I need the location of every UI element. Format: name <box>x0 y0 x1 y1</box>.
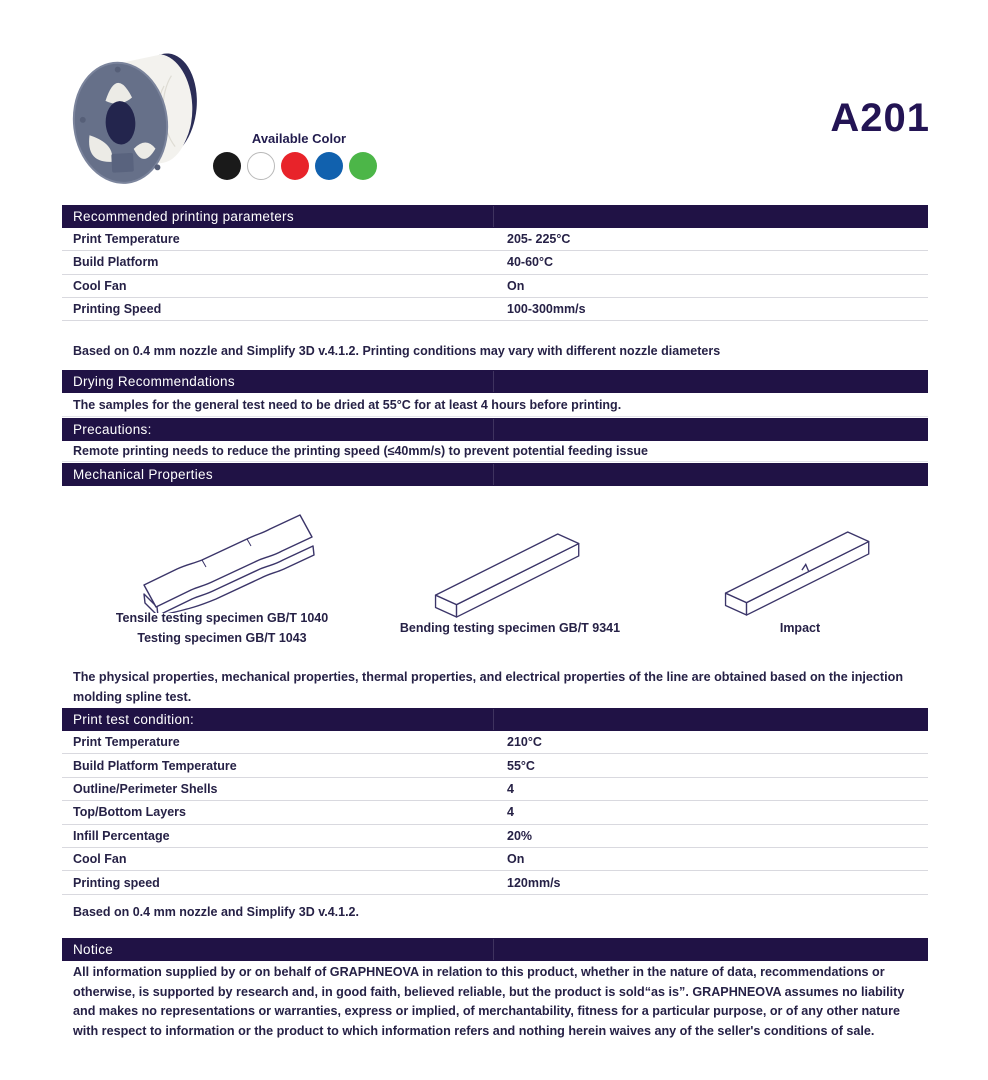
row-value: 40-60°C <box>507 255 553 270</box>
print-test-table <box>62 731 928 895</box>
row-label: Printing Speed <box>73 301 162 316</box>
table-row <box>62 251 928 274</box>
row-label: Cool Fan <box>73 278 127 293</box>
tensile-specimen-figure <box>115 501 329 645</box>
row-value: 4 <box>507 805 514 820</box>
table-row <box>62 228 928 251</box>
section-header-recommended-printing: Recommended printing parameters <box>62 205 928 228</box>
row-label: Cool Fan <box>73 852 127 867</box>
color-swatch-green <box>349 152 377 180</box>
impact-specimen-label: Impact <box>779 621 821 635</box>
nozzle-note: Based on 0.4 mm nozzle and Simplify 3D v.4.1.2. Printing conditions may vary with different nozzle diameters <box>73 344 721 358</box>
row-label: Print Temperature <box>73 232 180 247</box>
row-value: 4 <box>507 781 514 796</box>
table-row <box>62 871 928 894</box>
table-row <box>62 825 928 848</box>
table-row <box>62 298 928 321</box>
section-header-notice: Notice <box>62 938 928 961</box>
color-swatch-blue <box>315 152 343 180</box>
recommended-printing-table <box>62 228 928 321</box>
tensile-specimen-label-line1: Tensile testing specimen GB/T 1040 <box>115 611 329 625</box>
row-label: Infill Percentage <box>73 828 170 843</box>
row-value: 100-300mm/s <box>507 301 586 316</box>
impact-specimen-icon <box>710 511 890 616</box>
row-label: Outline/Perimeter Shells <box>73 781 218 796</box>
tensile-specimen-icon <box>132 501 317 613</box>
row-label: Build Platform Temperature <box>73 758 237 773</box>
specimen-diagrams <box>62 495 928 660</box>
notice-text: All information supplied by or on behalf of GRAPHNEOVA in relation to this product, whether in the nature of data, recommendations or otherwise, is supported by research and, in good faith, believed reliable, but the product is sold“as is”. GRAPHNEOVA assumes no liability and makes no representations or warranties, express or implied, of merchantability, fitness for a particular purpose, or of any other nature with respect to information or the product to which information refers and nothing herein waives any of the seller's conditions of sale. <box>73 965 905 1038</box>
available-colors-block <box>213 131 385 180</box>
table-row <box>62 778 928 801</box>
section-header-mechanical: Mechanical Properties <box>62 463 928 486</box>
section-header-precautions: Precautions: <box>62 418 928 441</box>
table-row <box>62 754 928 777</box>
color-swatch-black <box>213 152 241 180</box>
tensile-specimen-label-line2: Testing specimen GB/T 1043 <box>137 631 307 645</box>
impact-specimen-figure <box>710 511 890 635</box>
color-swatch-row <box>213 152 385 180</box>
drying-text: The samples for the general test need to be dried at 55°C for at least 4 hours before printing. <box>62 393 928 417</box>
available-color-label: Available Color <box>251 131 347 146</box>
precautions-text: Remote printing needs to reduce the printing speed (≤40mm/s) to prevent potential feeding issue <box>62 441 928 462</box>
product-code: A201 <box>830 96 930 140</box>
row-value: On <box>507 852 525 867</box>
row-value: On <box>507 278 525 293</box>
filament-spool-image <box>62 38 212 196</box>
color-swatch-red <box>281 152 309 180</box>
row-value: 20% <box>507 828 533 843</box>
row-label: Top/Bottom Layers <box>73 805 186 820</box>
bending-specimen-figure <box>399 513 621 635</box>
bending-specimen-icon <box>420 513 600 618</box>
row-value: 210°C <box>507 735 542 750</box>
table-row <box>62 848 928 871</box>
nozzle-note-2: Based on 0.4 mm nozzle and Simplify 3D v.4.1.2. <box>73 905 359 919</box>
table-row <box>62 275 928 298</box>
row-label: Build Platform <box>73 255 159 270</box>
row-label: Print Temperature <box>73 735 180 750</box>
mechanical-description: The physical properties, mechanical properties, thermal properties, and electrical properties of the line are obtained based on the injection molding spline test. <box>73 670 904 704</box>
color-swatch-white <box>247 152 275 180</box>
row-value: 205- 225°C <box>507 232 571 247</box>
section-header-drying: Drying Recommendations <box>62 370 928 393</box>
table-row <box>62 801 928 824</box>
bending-specimen-label: Bending testing specimen GB/T 9341 <box>399 621 621 635</box>
row-label: Printing speed <box>73 875 160 890</box>
section-header-print-test: Print test condition: <box>62 708 928 731</box>
row-value: 55°C <box>507 758 535 773</box>
table-row <box>62 731 928 754</box>
row-value: 120mm/s <box>507 875 561 890</box>
